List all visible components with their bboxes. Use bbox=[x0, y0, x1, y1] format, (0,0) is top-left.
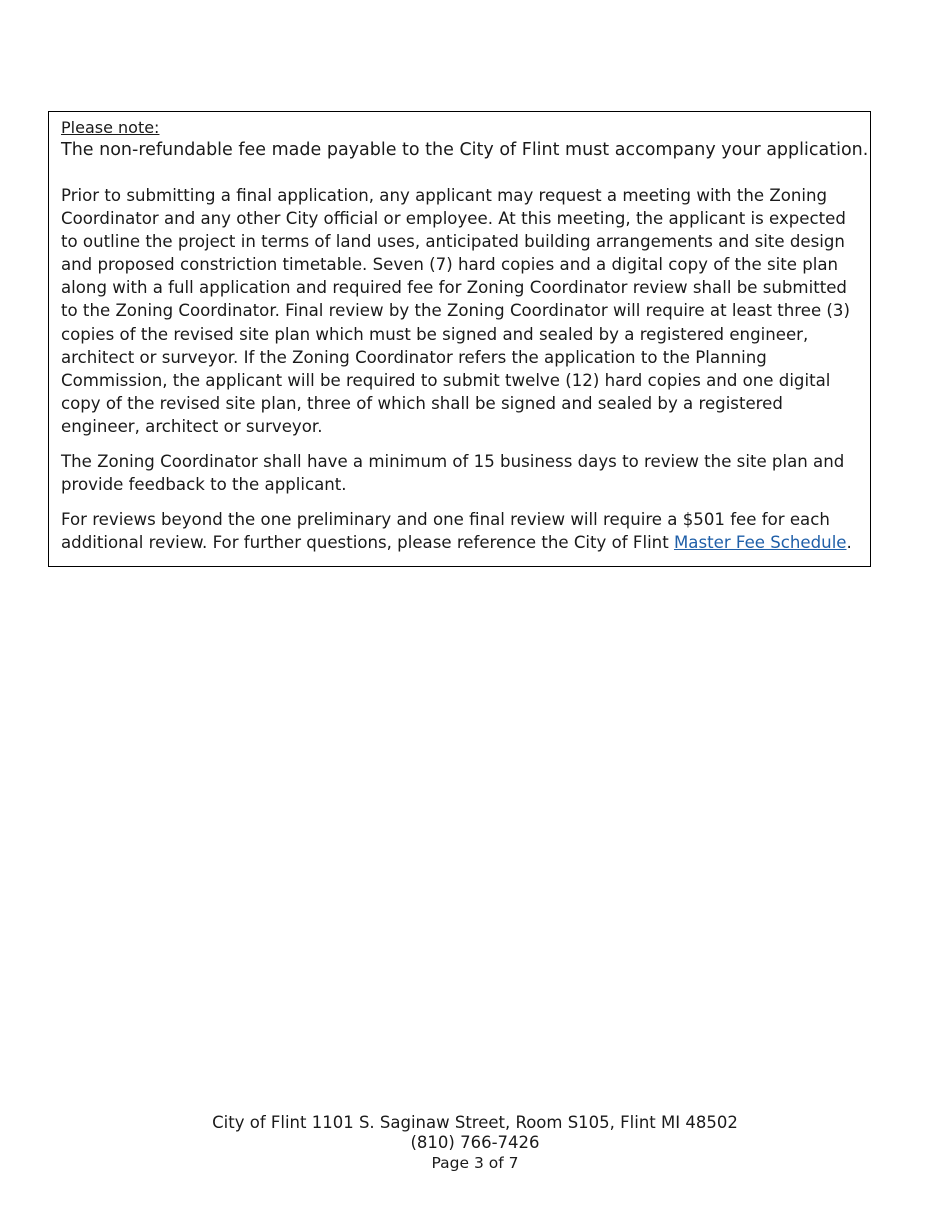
additional-review-text: For reviews beyond the one preliminary and one final review will require a $501 fee for each additional review. For further questions, please reference the City of Flint bbox=[61, 510, 830, 553]
footer-address: City of Flint 1101 S. Saginaw Street, Room S105, Flint MI 48502 bbox=[212, 1113, 738, 1132]
additional-review-paragraph bbox=[61, 508, 858, 554]
master-fee-schedule-link[interactable]: Master Fee Schedule bbox=[673, 533, 847, 553]
note-heading: Please note: bbox=[61, 118, 160, 137]
meeting-paragraph: Prior to submitting a final application, any applicant may request a meeting with the Zoning Coordinator and any other City official or employee. At this meeting, the applicant is expected to outline the project in terms of land uses, anticipated building arrangements and site design and proposed constriction timetable. Seven (7) hard copies and a digital copy of the site plan along with a full application and required fee for Zoning Coordinator review shall be submitted to the Zoning Coordinator. Final review by the Zoning Coordinator will require at least three (3) copies of the revised site plan which must be signed and sealed by a registered engineer, architect or surveyor. If the Zoning Coordinator refers the application to the Planning Commission, the applicant will be required to submit twelve (12) hard copies and one digital copy of the revised site plan, three of which shall be signed and sealed by a registered engineer, architect or surveyor. bbox=[61, 186, 850, 436]
fee-notice: The non-refundable fee made payable to the City of Flint must accompany your application. bbox=[61, 140, 869, 160]
review-period-paragraph: The Zoning Coordinator shall have a minimum of 15 business days to review the site plan and provide feedback to the applicant. bbox=[61, 452, 845, 495]
page-number: Page 3 of 7 bbox=[431, 1154, 519, 1172]
paragraph-end-period: . bbox=[846, 533, 852, 553]
note-box bbox=[48, 111, 871, 567]
page-footer bbox=[0, 1113, 950, 1173]
footer-phone: (810) 766-7426 bbox=[410, 1133, 540, 1152]
